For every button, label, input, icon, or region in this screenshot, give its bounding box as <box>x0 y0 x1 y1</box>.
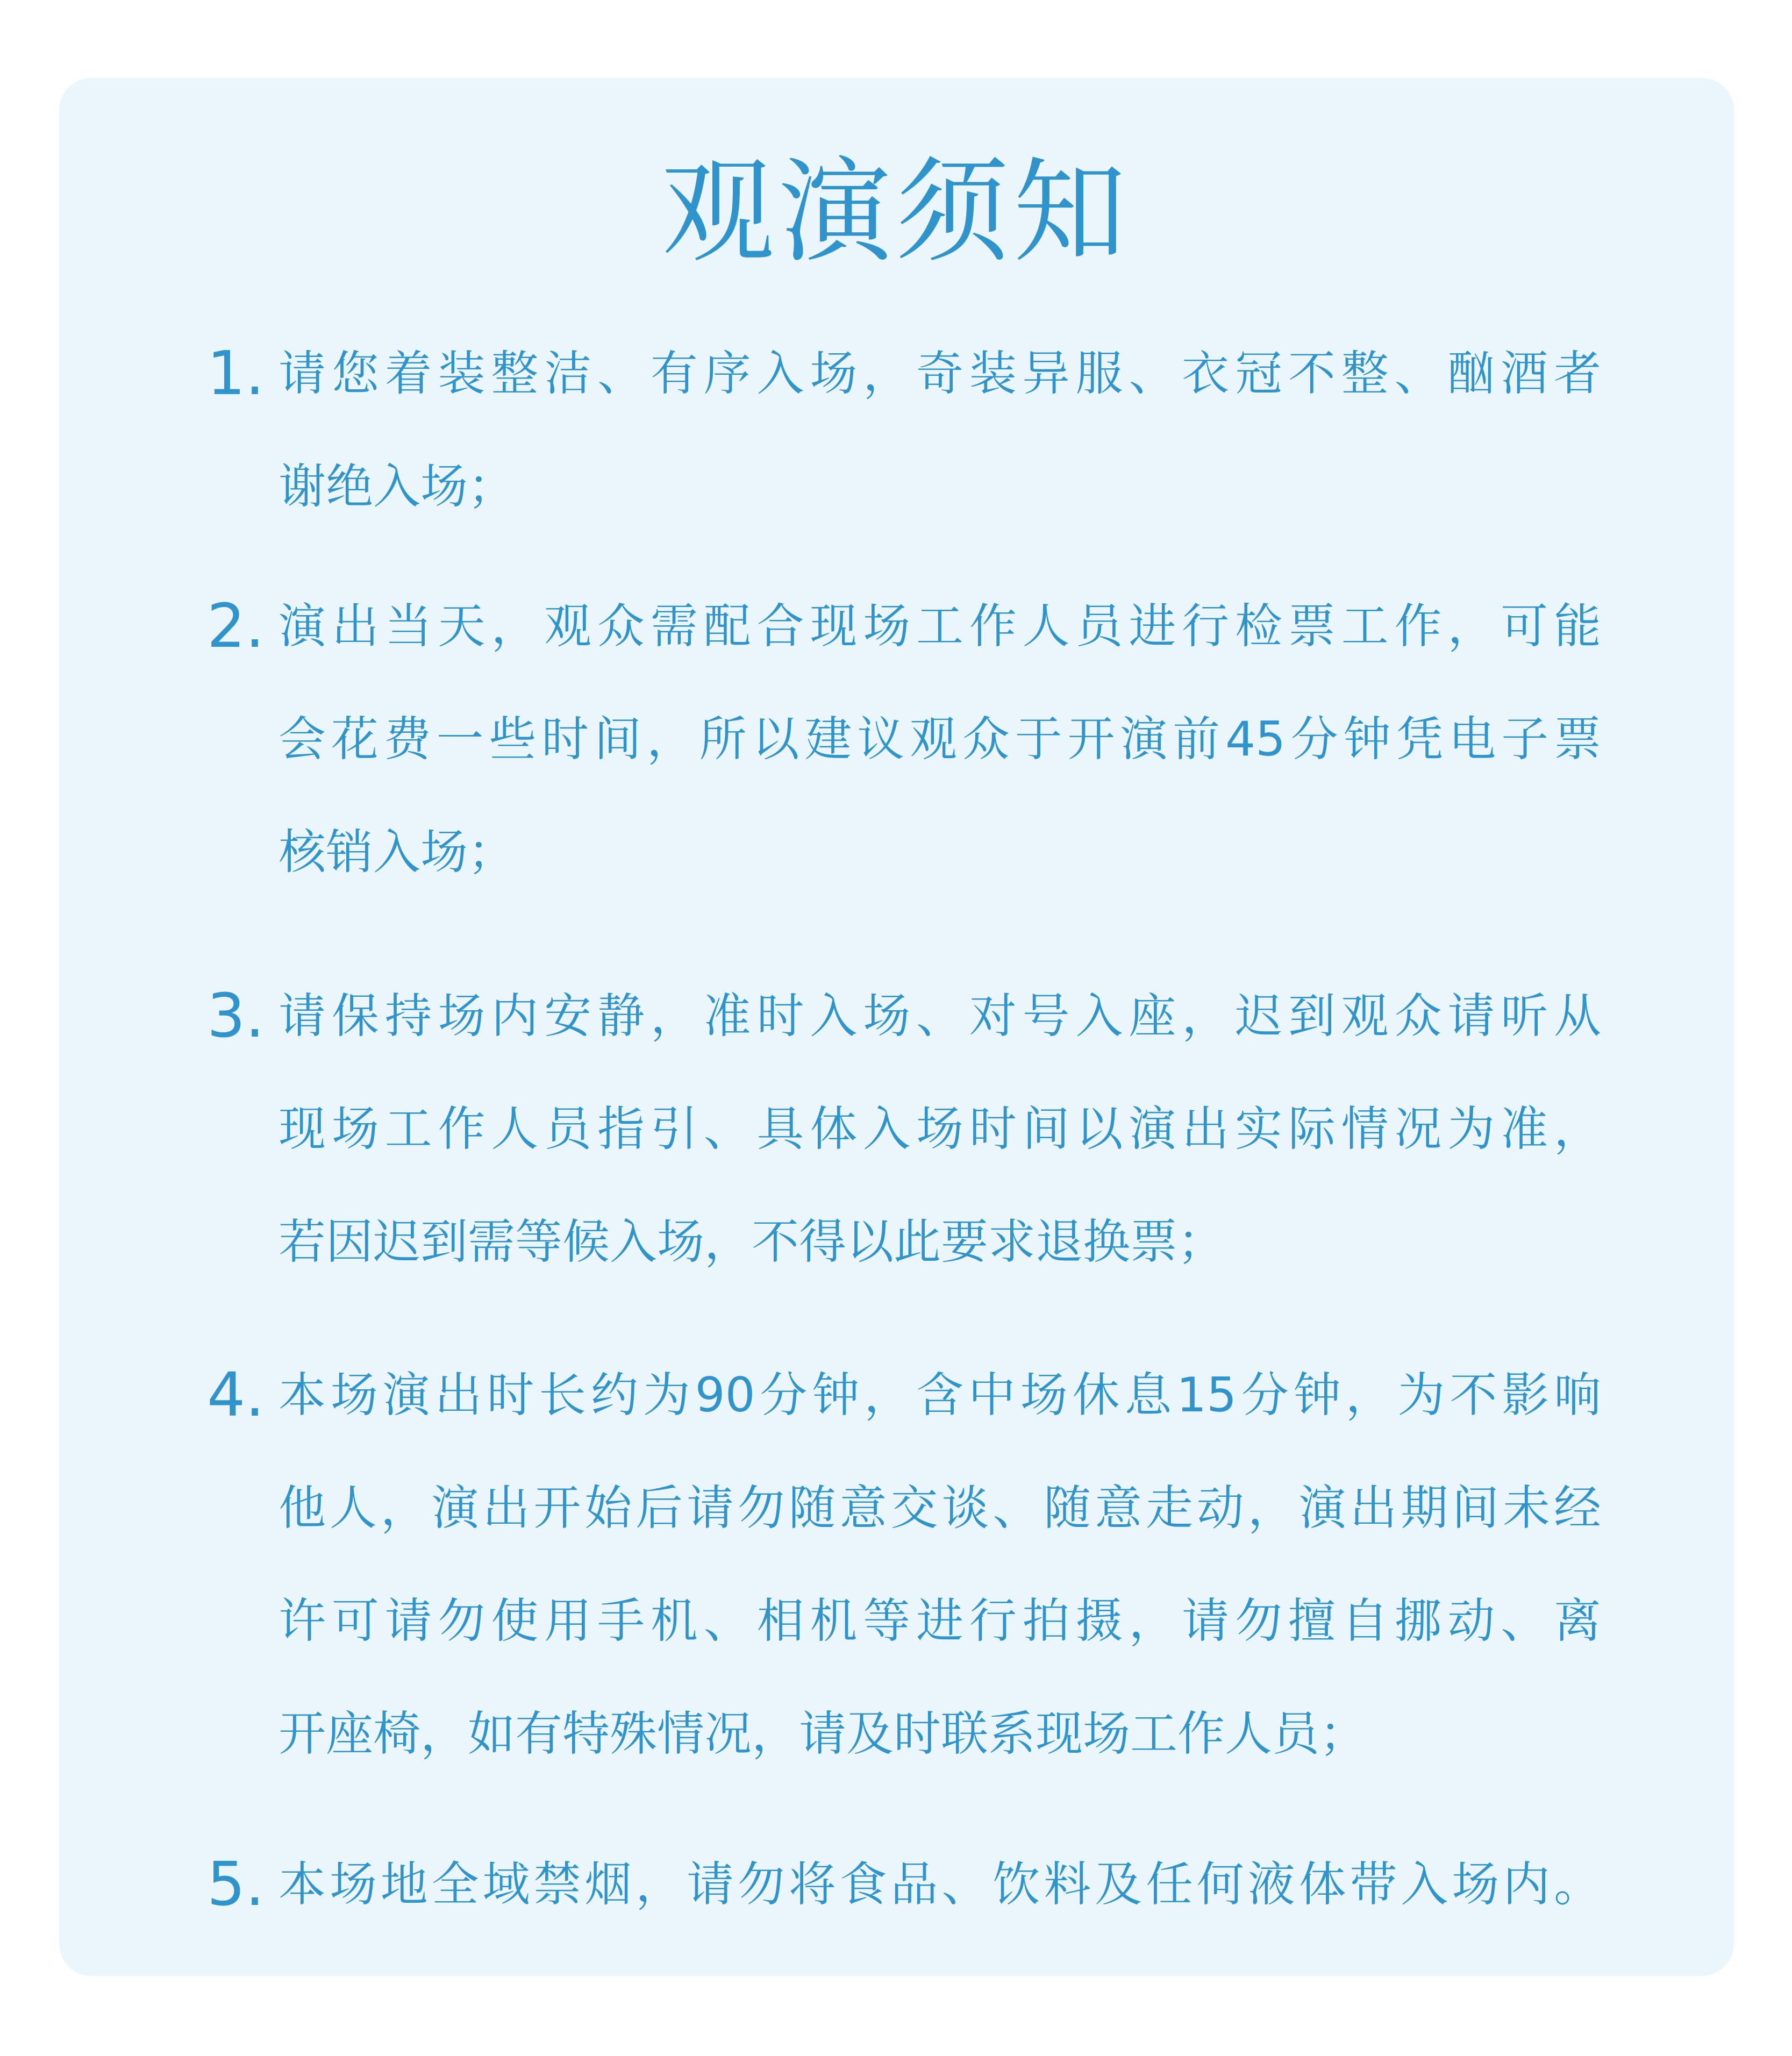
item-text-line: 演出当天，观众需配合现场工作人员进行检票工作，可能 <box>279 598 1601 654</box>
item-text-line: 谢绝入场； <box>279 459 516 514</box>
item-text-line: 开座椅，如有特殊情况，请及时联系现场工作人员； <box>279 1706 1367 1761</box>
item-text-line: 请保持场内安静，准时入场、对号入座，迟到观众请听从 <box>279 988 1601 1044</box>
item-number: 5. <box>207 1850 265 1919</box>
item-text-line: 若因迟到需等候入场，不得以此要求退换票； <box>279 1214 1225 1269</box>
page-title: 观演须知 <box>661 146 1131 278</box>
item-text-line: 许可请勿使用手机、相机等进行拍摄，请勿擅自挪动、离 <box>279 1593 1601 1648</box>
item-text-line: 本场演出时长约为90分钟，含中场休息15分钟，为不影响 <box>279 1367 1601 1423</box>
item-number: 2. <box>207 591 265 661</box>
item-number: 4. <box>207 1360 265 1430</box>
item-text-line: 核销入场； <box>279 824 516 880</box>
item-text-line: 他人，演出开始后请勿随意交谈、随意走动，演出期间未经 <box>279 1480 1601 1536</box>
item-text-line: 现场工作人员指引、具体入场时间以演出实际情况为准， <box>279 1101 1601 1156</box>
item-text-line: 会花费一些时间，所以建议观众于开演前45分钟凭电子票 <box>279 711 1601 767</box>
item-number: 3. <box>207 981 265 1051</box>
item-text-line: 本场地全域禁烟，请勿将食品、饮料及任何液体带入场内。 <box>279 1857 1601 1912</box>
item-number: 1. <box>207 339 265 409</box>
item-text-line: 请您着装整洁、有序入场，奇装异服、衣冠不整、酗酒者 <box>279 346 1601 401</box>
